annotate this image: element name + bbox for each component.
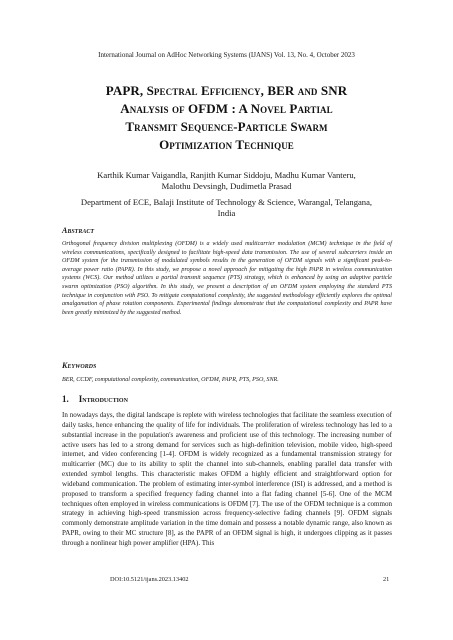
introduction-text: In nowadays days, the digital landscape is replete with wireless technologies that facilitate the seamless execution of daily tasks, hence enhancing the quality of life for individuals. The proliferation of wireless technology has led to a substantial increase in the population's awareness and proficient use of this technology. The increasing number of active users has led to a strong demand for services such as high-definition television, mobile video, high-speed internet, and video conferencing [1-4]. OFDM is widely recognized as a fundamental transmission strategy for multicarrier (MC) due to its ability to split the channel into sub-channels, enabling parallel data transfer with extended symbol lengths. This characteristic makes OFDM a highly efficient and straightforward option for wideband communication. The problem of estimating inter-symbol interference (ISI) is addressed, and a method is proposed to transform a specified frequency fading channel into a flat fading channel [5-6]. One of the MCM techniques often employed in wireless communications is OFDM [7]. The use of the OFDM technique is a common strategy in achieving high-speed transmission across frequency-selective fading channels [9]. OFDM signals commonly demonstrate amplitude variation in the time domain and possess a notable dynamic range, also known as PAPR, owing to their MC structure [8], as the PAPR of an OFDM signal is high, it undergoes clipping as it passes through a nonlinear high power amplifier (HPA). This [62,411,392,547]
section-heading-introduction [62,394,128,405]
section-number: 1. [62,394,69,404]
page-number: 21 [383,576,390,583]
abstract-heading: Abstract [62,226,95,235]
authors-line: Malothu Devsingh, Dudimetla Prasad [161,181,292,192]
title-line: Optimization Technique [159,137,294,152]
title-line: PAPR, Spectral Efficiency, BER and SNR [105,83,348,98]
doi-footer: DOI:10.5121/ijans.2023.13402 [110,576,189,583]
title-line: Analysis of OFDM : A Novel Partial [120,101,333,116]
title-line: Transmit Sequence-Particle Swarm [125,119,328,134]
affiliation [52,197,401,220]
affiliation-line: Department of ECE, Balaji Institute of Technology & Science, Warangal, Telangana, [80,197,373,207]
journal-header: International Journal on AdHoc Networking Systems (IJANS) Vol. 13, No. 4, October 2023 [98,51,355,59]
keywords-text: BER, CCDF, computational complexity, communication, OFDM, PAPR, PTS, PSO, SNR. [62,377,279,383]
authors-line: Karthik Kumar Vaigandla, Ranjith Kumar Siddoju, Madhu Kumar Vanteru, [97,170,356,180]
keywords-heading: Keywords [62,361,97,370]
affiliation-line: India [217,208,236,219]
author-list [40,170,413,193]
paper-title [40,82,413,154]
abstract-text: Orthogonal frequency division multiplexing (OFDM) is a widely used multicarrier modulation (MCM) technique in the field of wireless communications, specifically designed to facilitate high-speed data transmission. The use of several subcarriers inside an OFDM system for the transmission of modulated symbols results in the generation of OFDM signals with a significant peak-to-average power ratio (PAPR). In this study, we propose a novel approach for mitigating the high PAPR in wireless communication systems (WCS). Our method utilizes a partial transmit sequence (PTS) strategy, which is enhanced by using an adaptive particle swarm optimization (PSO) algorithm. In this study, we present a description of an OFDM system employing the standard PTS technique in conjunction with PSO. To mitigate computational complexity, the suggested methodology efficiently explores the optimal amalgamation of phase rotation components. Experimental findings demonstrate that the computational complexity and PAPR have been greatly minimized by the suggested method. [62,241,392,316]
section-title: Introduction [78,394,128,404]
